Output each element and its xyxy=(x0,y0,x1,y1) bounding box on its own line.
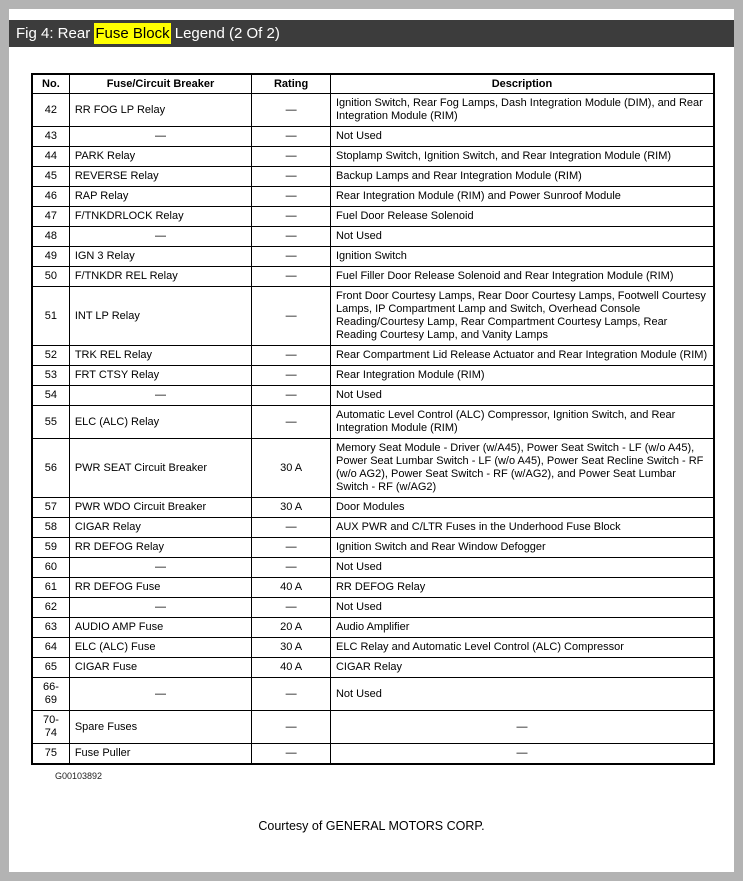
fuse-no-cell: 70-74 xyxy=(32,711,69,744)
fuse-no-cell: 50 xyxy=(32,267,69,287)
rating-cell: — xyxy=(252,287,331,346)
rating-cell: — xyxy=(252,207,331,227)
fuse-name-cell: RR FOG LP Relay xyxy=(69,94,251,127)
table-row xyxy=(32,678,714,711)
fuse-name-cell: — xyxy=(69,598,251,618)
header-fuse-circuit-breaker: Fuse/Circuit Breaker xyxy=(69,74,251,94)
description-cell: Not Used xyxy=(330,558,714,578)
fuse-name-cell: — xyxy=(69,558,251,578)
description-cell: Fuel Door Release Solenoid xyxy=(330,207,714,227)
fuse-no-cell: 42 xyxy=(32,94,69,127)
fuse-name-cell: PWR WDO Circuit Breaker xyxy=(69,498,251,518)
description-cell: Front Door Courtesy Lamps, Rear Door Courtesy Lamps, Footwell Courtesy Lamps, IP Compartment Lamp and Switch, Overhead Console Reading/Courtesy Lamp, Rear Compartment Courtesy Lamps, Rear Reading Courtesy Lamp, and Vanity Lamps xyxy=(330,287,714,346)
fuse-name-cell: ELC (ALC) Fuse xyxy=(69,638,251,658)
table-row xyxy=(32,518,714,538)
description-cell: Rear Compartment Lid Release Actuator and Rear Integration Module (RIM) xyxy=(330,346,714,366)
description-cell: Door Modules xyxy=(330,498,714,518)
rating-cell: 30 A xyxy=(252,638,331,658)
fuse-no-cell: 64 xyxy=(32,638,69,658)
description-cell: Not Used xyxy=(330,227,714,247)
table-row xyxy=(32,346,714,366)
description-cell: Ignition Switch and Rear Window Defogger xyxy=(330,538,714,558)
description-cell: Fuel Filler Door Release Solenoid and Rear Integration Module (RIM) xyxy=(330,267,714,287)
fuse-name-cell: INT LP Relay xyxy=(69,287,251,346)
table-row xyxy=(32,406,714,439)
table-row xyxy=(32,558,714,578)
fuse-no-cell: 66-69 xyxy=(32,678,69,711)
figure-id: G00103892 xyxy=(55,771,103,781)
table-row xyxy=(32,638,714,658)
fuse-name-cell: TRK REL Relay xyxy=(69,346,251,366)
table-row xyxy=(32,267,714,287)
rating-cell: — xyxy=(252,227,331,247)
description-cell: Automatic Level Control (ALC) Compressor, Ignition Switch, and Rear Integration Module (RIM) xyxy=(330,406,714,439)
table-row xyxy=(32,578,714,598)
rating-cell: — xyxy=(252,267,331,287)
rating-cell: — xyxy=(252,346,331,366)
fuse-no-cell: 48 xyxy=(32,227,69,247)
rating-cell: — xyxy=(252,187,331,207)
description-cell: Not Used xyxy=(330,598,714,618)
table-row xyxy=(32,94,714,127)
table-row xyxy=(32,498,714,518)
fuse-name-cell: CIGAR Fuse xyxy=(69,658,251,678)
fuse-no-cell: 60 xyxy=(32,558,69,578)
table-row xyxy=(32,658,714,678)
table-row xyxy=(32,187,714,207)
figure-title-highlight: Fuse Block xyxy=(95,25,170,42)
fuse-table-body xyxy=(32,94,714,765)
table-row xyxy=(32,147,714,167)
description-cell: RR DEFOG Relay xyxy=(330,578,714,598)
table-row xyxy=(32,711,714,744)
rating-cell: — xyxy=(252,538,331,558)
table-row xyxy=(32,386,714,406)
table-row xyxy=(32,598,714,618)
description-cell: Not Used xyxy=(330,678,714,711)
rating-cell: — xyxy=(252,94,331,127)
fuse-no-cell: 58 xyxy=(32,518,69,538)
rating-cell: — xyxy=(252,406,331,439)
table-row xyxy=(32,366,714,386)
rating-cell: 30 A xyxy=(252,498,331,518)
rating-cell: — xyxy=(252,366,331,386)
document-page xyxy=(9,9,734,872)
fuse-no-cell: 46 xyxy=(32,187,69,207)
fuse-name-cell: AUDIO AMP Fuse xyxy=(69,618,251,638)
fuse-name-cell: RAP Relay xyxy=(69,187,251,207)
fuse-name-cell: PWR SEAT Circuit Breaker xyxy=(69,439,251,498)
table-row xyxy=(32,227,714,247)
description-cell: Not Used xyxy=(330,386,714,406)
fuse-no-cell: 51 xyxy=(32,287,69,346)
fuse-name-cell: Fuse Puller xyxy=(69,744,251,765)
fuse-no-cell: 61 xyxy=(32,578,69,598)
fuse-name-cell: CIGAR Relay xyxy=(69,518,251,538)
rating-cell: — xyxy=(252,127,331,147)
rating-cell: — xyxy=(252,711,331,744)
header-rating: Rating xyxy=(252,74,331,94)
description-cell: Memory Seat Module - Driver (w/A45), Power Seat Switch - LF (w/o A45), Power Seat Lumbar Switch - LF (w/o A45), Power Seat Recline Switch - RF (w/o AG2), Power Seat Switch - RF (w/AG2), and Power Seat Lumbar Switch - RF (w/AG2) xyxy=(330,439,714,498)
rating-cell: 40 A xyxy=(252,578,331,598)
description-cell: CIGAR Relay xyxy=(330,658,714,678)
fuse-no-cell: 49 xyxy=(32,247,69,267)
table-header-row xyxy=(32,74,714,94)
courtesy-footer: Courtesy of GENERAL MOTORS CORP. xyxy=(258,819,485,833)
table-row xyxy=(32,247,714,267)
fuse-name-cell: IGN 3 Relay xyxy=(69,247,251,267)
table-row xyxy=(32,207,714,227)
description-cell: Ignition Switch xyxy=(330,247,714,267)
fuse-no-cell: 47 xyxy=(32,207,69,227)
header-description: Description xyxy=(330,74,714,94)
rating-cell: — xyxy=(252,167,331,187)
table-row xyxy=(32,618,714,638)
rating-cell: 20 A xyxy=(252,618,331,638)
fuse-no-cell: 54 xyxy=(32,386,69,406)
figure-title-bar xyxy=(9,20,734,47)
fuse-table-container xyxy=(31,73,734,781)
description-cell: AUX PWR and C/LTR Fuses in the Underhood Fuse Block xyxy=(330,518,714,538)
table-row xyxy=(32,744,714,765)
table-row xyxy=(32,287,714,346)
table-row xyxy=(32,167,714,187)
fuse-name-cell: — xyxy=(69,127,251,147)
fuse-name-cell: F/TNKDRLOCK Relay xyxy=(69,207,251,227)
fuse-name-cell: — xyxy=(69,386,251,406)
table-row xyxy=(32,127,714,147)
figure-title-suffix: Legend (2 Of 2) xyxy=(170,25,280,42)
fuse-name-cell: — xyxy=(69,678,251,711)
fuse-no-cell: 53 xyxy=(32,366,69,386)
description-cell: ELC Relay and Automatic Level Control (ALC) Compressor xyxy=(330,638,714,658)
fuse-name-cell: Spare Fuses xyxy=(69,711,251,744)
rating-cell: — xyxy=(252,147,331,167)
rating-cell: — xyxy=(252,678,331,711)
fuse-name-cell: RR DEFOG Relay xyxy=(69,538,251,558)
fuse-no-cell: 75 xyxy=(32,744,69,765)
table-row xyxy=(32,439,714,498)
description-cell: — xyxy=(330,711,714,744)
rating-cell: — xyxy=(252,744,331,765)
rating-cell: 40 A xyxy=(252,658,331,678)
fuse-no-cell: 62 xyxy=(32,598,69,618)
rating-cell: — xyxy=(252,518,331,538)
rating-cell: — xyxy=(252,558,331,578)
fuse-no-cell: 57 xyxy=(32,498,69,518)
description-cell: — xyxy=(330,744,714,765)
fuse-no-cell: 55 xyxy=(32,406,69,439)
fuse-name-cell: RR DEFOG Fuse xyxy=(69,578,251,598)
header-no: No. xyxy=(32,74,69,94)
figure-title-prefix: Fig 4: Rear xyxy=(16,25,95,42)
description-cell: Stoplamp Switch, Ignition Switch, and Rear Integration Module (RIM) xyxy=(330,147,714,167)
rating-cell: — xyxy=(252,247,331,267)
fuse-no-cell: 56 xyxy=(32,439,69,498)
fuse-no-cell: 43 xyxy=(32,127,69,147)
description-cell: Backup Lamps and Rear Integration Module (RIM) xyxy=(330,167,714,187)
fuse-name-cell: REVERSE Relay xyxy=(69,167,251,187)
description-cell: Not Used xyxy=(330,127,714,147)
fuse-no-cell: 59 xyxy=(32,538,69,558)
rating-cell: — xyxy=(252,598,331,618)
rating-cell: 30 A xyxy=(252,439,331,498)
fuse-name-cell: PARK Relay xyxy=(69,147,251,167)
table-row xyxy=(32,538,714,558)
rating-cell: — xyxy=(252,386,331,406)
description-cell: Audio Amplifier xyxy=(330,618,714,638)
fuse-no-cell: 52 xyxy=(32,346,69,366)
fuse-name-cell: ELC (ALC) Relay xyxy=(69,406,251,439)
fuse-name-cell: F/TNKDR REL Relay xyxy=(69,267,251,287)
fuse-name-cell: FRT CTSY Relay xyxy=(69,366,251,386)
fuse-legend-table xyxy=(31,73,715,765)
fuse-no-cell: 63 xyxy=(32,618,69,638)
fuse-name-cell: — xyxy=(69,227,251,247)
fuse-no-cell: 44 xyxy=(32,147,69,167)
fuse-no-cell: 45 xyxy=(32,167,69,187)
description-cell: Rear Integration Module (RIM) xyxy=(330,366,714,386)
description-cell: Ignition Switch, Rear Fog Lamps, Dash Integration Module (DIM), and Rear Integration Module (RIM) xyxy=(330,94,714,127)
description-cell: Rear Integration Module (RIM) and Power Sunroof Module xyxy=(330,187,714,207)
fuse-no-cell: 65 xyxy=(32,658,69,678)
